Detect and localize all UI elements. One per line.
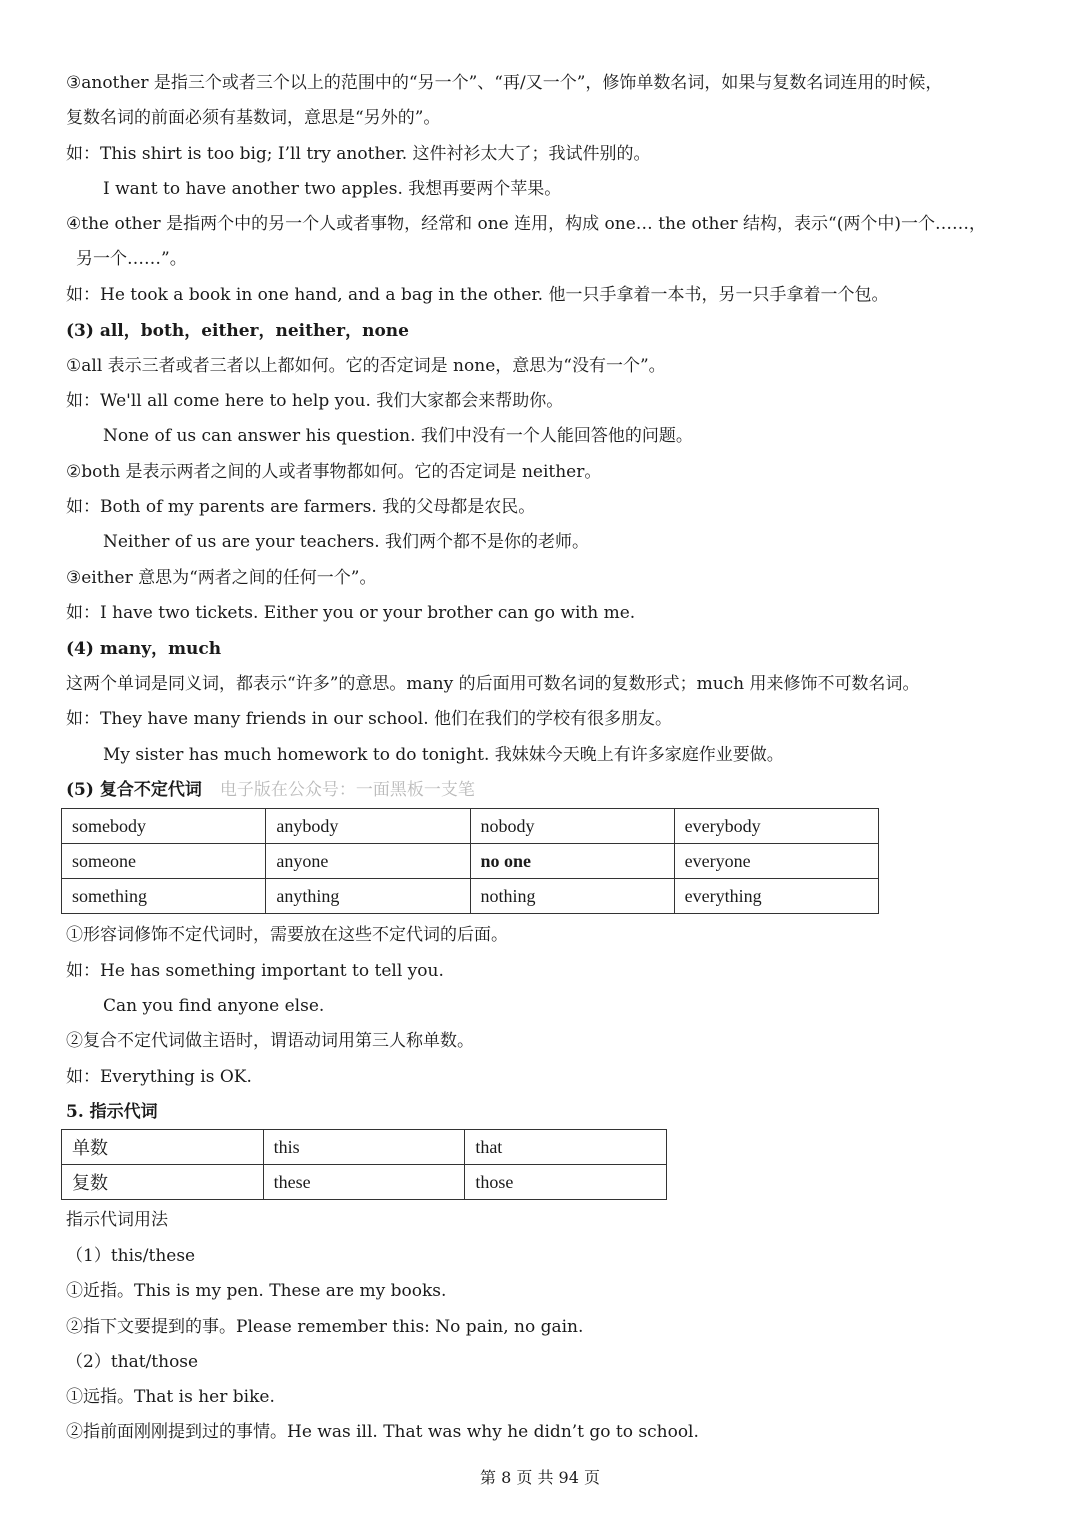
indefinite-pronoun-table bbox=[61, 808, 879, 914]
rule-near: ①近指。This is my pen. These are my books. bbox=[66, 1281, 447, 1301]
paragraph-another-2: 复数名词的前面必须有基数词，意思是“另外的”。 bbox=[66, 108, 441, 128]
table-cell: somebody bbox=[62, 809, 266, 844]
watermark-text: 电子版在公众号：一面黑板一支笔 bbox=[219, 780, 475, 800]
example-the-other: 如：He took a book in one hand, and a bag in the other. 他一只手拿着一本书，另一只手拿着一个包。 bbox=[66, 285, 889, 305]
table-cell: 单数 bbox=[62, 1130, 264, 1165]
demonstrative-pronoun-table bbox=[61, 1129, 667, 1200]
table-cell: everyone bbox=[674, 844, 878, 879]
table-row bbox=[62, 1130, 667, 1165]
table-cell: nothing bbox=[470, 879, 674, 914]
paragraph-all: ①all 表示三者或者三者以上都如何。它的否定词是 none，意思为“没有一个”。 bbox=[66, 356, 666, 376]
subheading-this-these: （1）this/these bbox=[66, 1246, 196, 1266]
table-cell: these bbox=[263, 1165, 465, 1200]
rule-adjective-position: ①形容词修饰不定代词时，需要放在这些不定代词的后面。 bbox=[66, 925, 508, 945]
rule-following: ②指下文要提到的事。Please remember this: No pain, no gain. bbox=[66, 1317, 584, 1337]
example-all-1: 如：We'll all come here to help you. 我们大家都会来帮助你。 bbox=[66, 391, 564, 411]
heading-many-much: (4) many，much bbox=[66, 639, 222, 659]
table-cell: 复数 bbox=[62, 1165, 264, 1200]
table-cell: this bbox=[263, 1130, 465, 1165]
example-all-2: None of us can answer his question. 我们中没有一个人能回答他的问题。 bbox=[103, 426, 693, 446]
table-row bbox=[62, 844, 879, 879]
rule-far: ①远指。That is her bike. bbox=[66, 1387, 275, 1407]
page-footer: 第 8 页 共 94 页 bbox=[480, 1468, 600, 1487]
paragraph-either: ③either 意思为“两者之间的任何一个”。 bbox=[66, 568, 377, 588]
example-either: 如：I have two tickets. Either you or your brother can go with me. bbox=[66, 603, 636, 623]
table-cell: someone bbox=[62, 844, 266, 879]
table-cell: those bbox=[465, 1165, 667, 1200]
table-row bbox=[62, 809, 879, 844]
paragraph-the-other-1: ④the other 是指两个中的另一个人或者事物，经常和 one 连用，构成 one… the other 结构，表示“(两个中)一个……， bbox=[66, 214, 986, 234]
table-cell: no one bbox=[470, 844, 674, 879]
table-cell: everybody bbox=[674, 809, 878, 844]
example-another-2: I want to have another two apples. 我想再要两个苹果。 bbox=[103, 179, 562, 199]
table-cell: something bbox=[62, 879, 266, 914]
paragraph-both: ②both 是表示两者之间的人或者事物都如何。它的否定词是 neither。 bbox=[66, 462, 602, 482]
example-another-1: 如：This shirt is too big; I’ll try another. 这件衬衫太大了；我试件别的。 bbox=[66, 144, 651, 164]
table-cell: anything bbox=[266, 879, 470, 914]
example-subject-verb: 如：Everything is OK. bbox=[66, 1067, 252, 1087]
example-adjective-1: 如：He has something important to tell you. bbox=[66, 961, 444, 981]
table-cell: anyone bbox=[266, 844, 470, 879]
paragraph-many-much: 这两个单词是同义词，都表示“许多”的意思。many 的后面用可数名词的复数形式；much 用来修饰不可数名词。 bbox=[66, 674, 920, 694]
table-cell: everything bbox=[674, 879, 878, 914]
table-row bbox=[62, 879, 879, 914]
example-both-1: 如：Both of my parents are farmers. 我的父母都是农民。 bbox=[66, 497, 536, 517]
demonstrative-usage-title: 指示代词用法 bbox=[66, 1210, 168, 1230]
section-heading-text: (5) 复合不定代词 bbox=[66, 780, 202, 800]
table-cell: nobody bbox=[470, 809, 674, 844]
paragraph-the-other-2: 另一个……”。 bbox=[76, 249, 187, 269]
rule-subject-verb: ②复合不定代词做主语时，谓语动词用第三人称单数。 bbox=[66, 1031, 474, 1051]
rule-preceding: ②指前面刚刚提到过的事情。He was ill. That was why he didn’t go to school. bbox=[66, 1422, 699, 1442]
example-adjective-2: Can you find anyone else. bbox=[103, 996, 325, 1016]
table-row bbox=[62, 1165, 667, 1200]
subheading-that-those: （2）that/those bbox=[66, 1352, 199, 1372]
table-cell: that bbox=[465, 1130, 667, 1165]
paragraph-another-1: ③another 是指三个或者三个以上的范围中的“另一个”、“再/又一个”，修饰单数名词，如果与复数名词连用的时候， bbox=[66, 73, 943, 93]
table-cell: anybody bbox=[266, 809, 470, 844]
example-many: 如：They have many friends in our school. 他们在我们的学校有很多朋友。 bbox=[66, 709, 673, 729]
heading-all-both: (3) all，both，either，neither，none bbox=[66, 321, 409, 341]
heading-demonstrative: 5. 指示代词 bbox=[66, 1102, 158, 1122]
example-much: My sister has much homework to do tonight. 我妹妹今天晚上有许多家庭作业要做。 bbox=[103, 745, 784, 765]
heading-compound-indefinite bbox=[66, 779, 1040, 801]
example-both-2: Neither of us are your teachers. 我们两个都不是你的老师。 bbox=[103, 532, 590, 552]
